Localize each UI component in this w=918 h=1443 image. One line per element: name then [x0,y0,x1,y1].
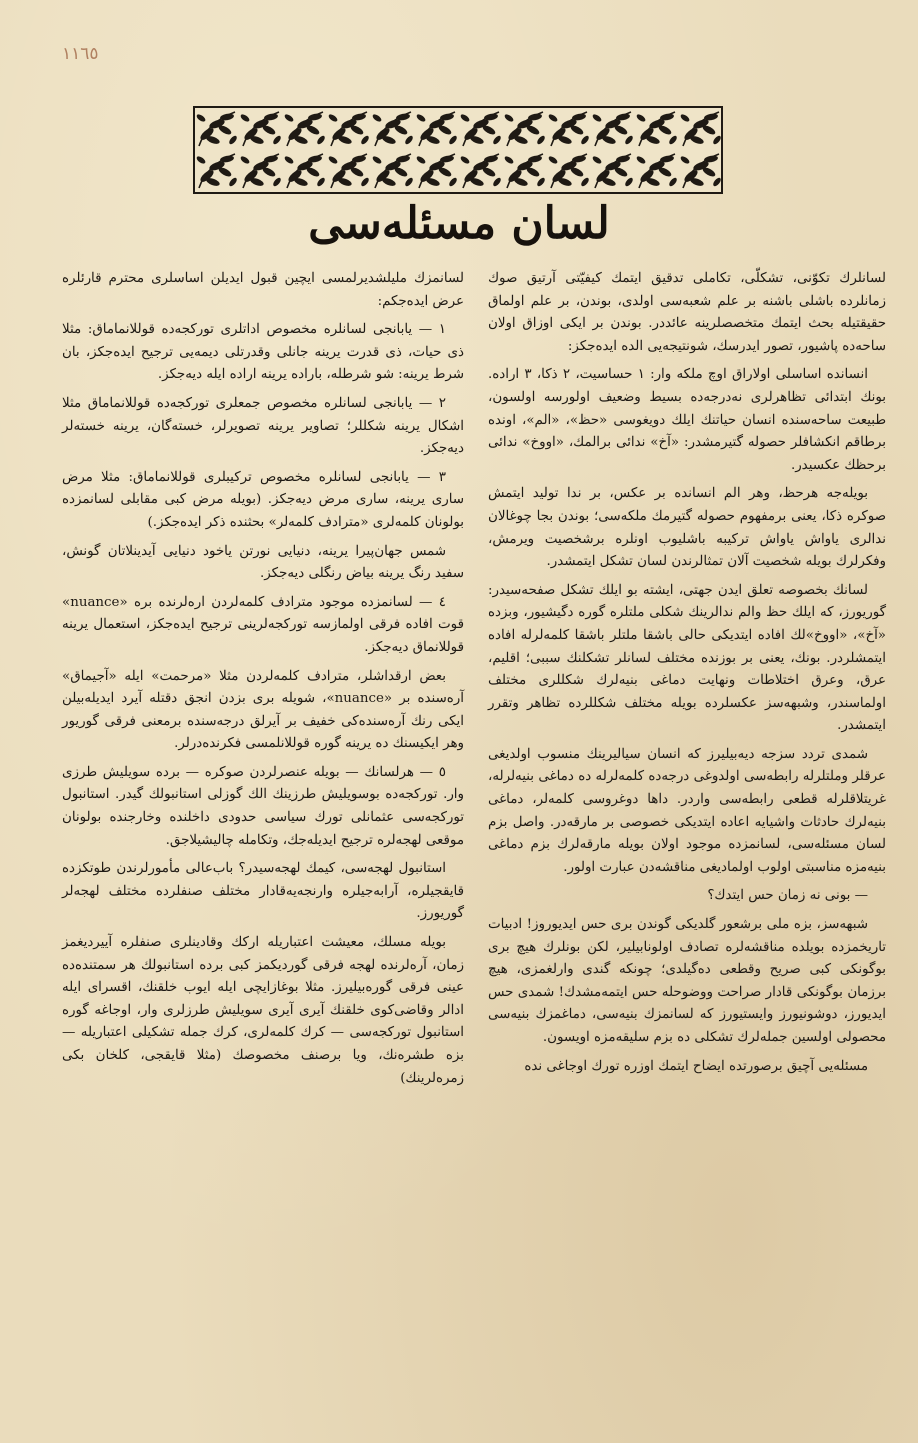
left-text-column [62,268,464,1096]
paragraph: ٤ — لسانمزده موجود مترادف كلمه‌لردن ارەلرنده بره «nuance» قوت افاده فرقی اولمازسه توركجه‌لرينی ترجيح ايده‌جكز، استعمال يرينه قوللانماق ديه‌جكز. [62,594,464,655]
paragraph: شبهه‌سز، بزه ملی برشعور گلديكی گوندن بری حس ايديوروز! ادبيات تاريخمزده بويلده مناقشه‌لره تصادف اولونابيلير، لكن بونلرك هيچ بری بوگونكی كبی صريح وقطعی ده‌گيلدی؛ چونكه گندی وارلغمزی، هيچ برزمان بوگونكی قادار صراحت ووضوحله حس ايتمه‌مشدك! شمدی حس ايديورز، دوشونيورز وايستيورز كه لسانمزك بنيه‌سی، دماغمزك بنيه‌سی محصولی اولسين جمله‌لرك تشكلی ده بزم سليقه‌مزه اويسون. [488,917,886,1045]
decorative-leaf-banner [193,106,723,194]
article-title: لسان مسئله‌سی [308,198,610,249]
paragraph: لسانمزك مليلشديرلمسی ايچين قبول ايديلن اساسلری محترم قارئلره عرض ايده‌جكم: [62,271,464,309]
paragraph: استانبول لهجه‌سی، كيمك لهجه‌سيدر؟ باب‌عالی مأمورلرندن طوتكزده قايقجيلره، آرابه‌جيلره وارنجه‌يه‌قادار مختلف صنفلرده مختلف لهجه‌لر گوريورز. [62,861,464,922]
paragraph: شمدی تردد سزجه ديه‌بيليرز كه انسان سياليرينك منسوب اولديغی عرقلر وملتلرله رابطه‌سی اولدوغی درجه‌ده كلمه‌لرله ده دماغی بنيه‌لرله، غريتلاقلرله قطعی رابطه‌سی واردر. داها دوغروسی كلمه‌لر، دماغی بنيه‌لرك حادثات واشيايه اعاده ايتديكی خصوصی بر مارقه‌در. واصل بزم لسان مسئله‌سی، لسانمزده موجود اولان بويله مارقه‌لرك بزم دماغی بنيه‌مزه مناسبتی اولوب اولماديغی مناقشه‌دن عبارت اولور. [488,746,886,875]
paragraph: — بونی نه زمان حس ايتدك؟ [707,888,868,904]
leaf-pattern-illustration [195,108,721,192]
paragraph: بعض ارقداشلر، مترادف كلمه‌لردن مثلا «مرحمت» ايله «آجيماق» آره‌سنده بر «nuance»، شويله بری بزدن انجق دقتله آيرد ايديله‌بيلن ايكی رنك آره‌سنده‌كی خفيف بر آيرلق درجه‌سنده برمعنی فرقی گوريور وهر ايكيسنك ده يرينه گوره قوللانلمسی فكرنده‌درلر. [62,668,464,752]
paragraph: ٥ — هرلسانك — بويله عنصرلردن صوكره — برده سويليش طرزی وار. توركجه‌ده بوسويليش طرزينك الك گوزلی استانبولك گيدر. استانبول توركجه‌سی عثمانلی تورك سياسی حدودی داخلنده وخارجنده بولونان موقعی لهجه‌لره ترجيح ايديله‌جك، وتكامله چاليشيلاجق. [62,764,464,848]
paragraph: ٢ — يابانجی لسانلره مخصوص جمعلری توركجه‌ده قوللانماماق مثلا اشكال يرينه شكللر؛ تصاوير يرينه تصويرلر، خسته‌گان، يرينه خسته‌لر ديه‌جكز. [62,395,464,457]
paragraph: لسانك بخصوصه تعلق ايدن جهتی، ايشته بو ايلك تشكل صفحه‌سيدر: گوريورز، كه ايلك حظ والم ندالرينك شكلی ملتلره گوره دگيشيور، وبزده «آخ»، «اووخ»لك افاده ايتديكی حالی باشقا ملتلر باشقا كلمه‌لرله افاده ايتمشلردر. بونك، يعنی بر بوزنده مختلف لسانلر تشكلنك سببی؛ اقليم، عرق، وعرق اختلاطات ونهايت دماغی بنيه‌لرك شكللری مختلف اولماسندر، وشبهه‌سز عكسلرده بويله مختلف شكللرده تظاهر وتقرر ايتمشدر. [488,582,886,734]
right-text-column [488,268,886,1084]
paragraph: شمس جهان‌پيرا يرينه، دنيايی نورتن ياخود دنيايی آيدينلاتان گونش، سفيد رنگ يرينه بياض رنگلی ديه‌جكز. [62,543,464,582]
page-number: ١١٦٥ [62,44,99,64]
paragraph: ١ — يابانجی لسانلره مخصوص اداتلری توركجه‌ده قوللانماماق: مثلا ذی حيات، ذی قدرت يرينه جانلی وقدرتلی ديمه‌يی ترجيح ايده‌جكز، بان شرط يرينه: شو شرطله، باراده يرينه اراده ايله ديه‌جكز. [62,322,464,383]
paragraph: ٣ — يابانجی لسانلره مخصوص تركيبلری قوللانماماق: مثلا مرض ساری يرينه، ساری مرض ديه‌جكز. (بويله مرض كبی مقابلی لسانمزده بولونان كلمه‌لری «مترادف كلمه‌لر» بحثنده ذكر ايده‌جكز.) [62,469,464,530]
paragraph: مسئله‌يی آچيق برصورتده ايضاح ايتمك اوزره تورك اوجاغی نده [524,1058,868,1074]
paragraph: بويله‌جه هرحظ، وهر الم انسانده بر عكس، بر ندا توليد ايتمش صوكره ذكا، يعنی برمفهوم حصوله گتيرمك ملكه‌سی؛ بوندن بجا چوغالان ندالری ياواش ياواش تركيبه باشليوب اونلره برشخصيت ويرمش، وفكرلرك بويله شخصيت آلان تمثالرندن لسان تشكل ايتمشدر. [488,486,886,570]
paragraph: لسانلرك تكوّنی، تشكلّی، تكاملی تدقيق ايتمك كيفيّتی آرتيق صوك زمانلرده باشلی باشنه بر علم شعبه‌سی اولدی، بوندن، بر علم اولماق حقيقتيله بحث ايتمك متخصصلرينه عائددر. بوندن بر ايكی اوزاق اولان ساحه‌ده پاشيور، تصور ايدرسك، شونتيجه‌يی الده ايده‌جكز: [488,271,886,354]
paragraph: انسانده اساسلی اولاراق اوچ ملكه وار: ١ حساسيت، ٢ ذكا، ٣ اراده. بونك ابتدائی تظاهرلری نه‌درجه‌ده بسيط وضعيف اولورسه اولسون، طبيعت ساحه‌سنده انسان حياتنك ايلك دويغوسی «حظ»، «الم»، اونده برطاقم انكشافلر حصوله گتيرمشدر: «آخ» ندائی برالمك، «اووخ» ندائی برحظك عكسيدر. [488,367,886,473]
paragraph: بويله مسلك، معيشت اعتباريله اركك وقادينلری صنفلره آييرديغمز زمان، آره‌لرنده لهجه فرقی گورديكمز كبی برده استانبولك هر سمتنده‌ده عينی فرقی گوره‌بيليرز. مثلا بوغازايچی ايله ايوب خلقنك، اقسرای ايله ادالر وقاضی‌كوی خلقنك آيری آيری سويليش طرزلری وار، اوجاغه گوره استانبول توركجه‌سی — كرك كلمه‌لری، كرك جمله تشكيلی اعتباريله — بزه طشره‌نك، ويا برصنف مخصوصك (مثلا قايقجی، كلخان بكی زمره‌لرينك) [62,935,464,1086]
